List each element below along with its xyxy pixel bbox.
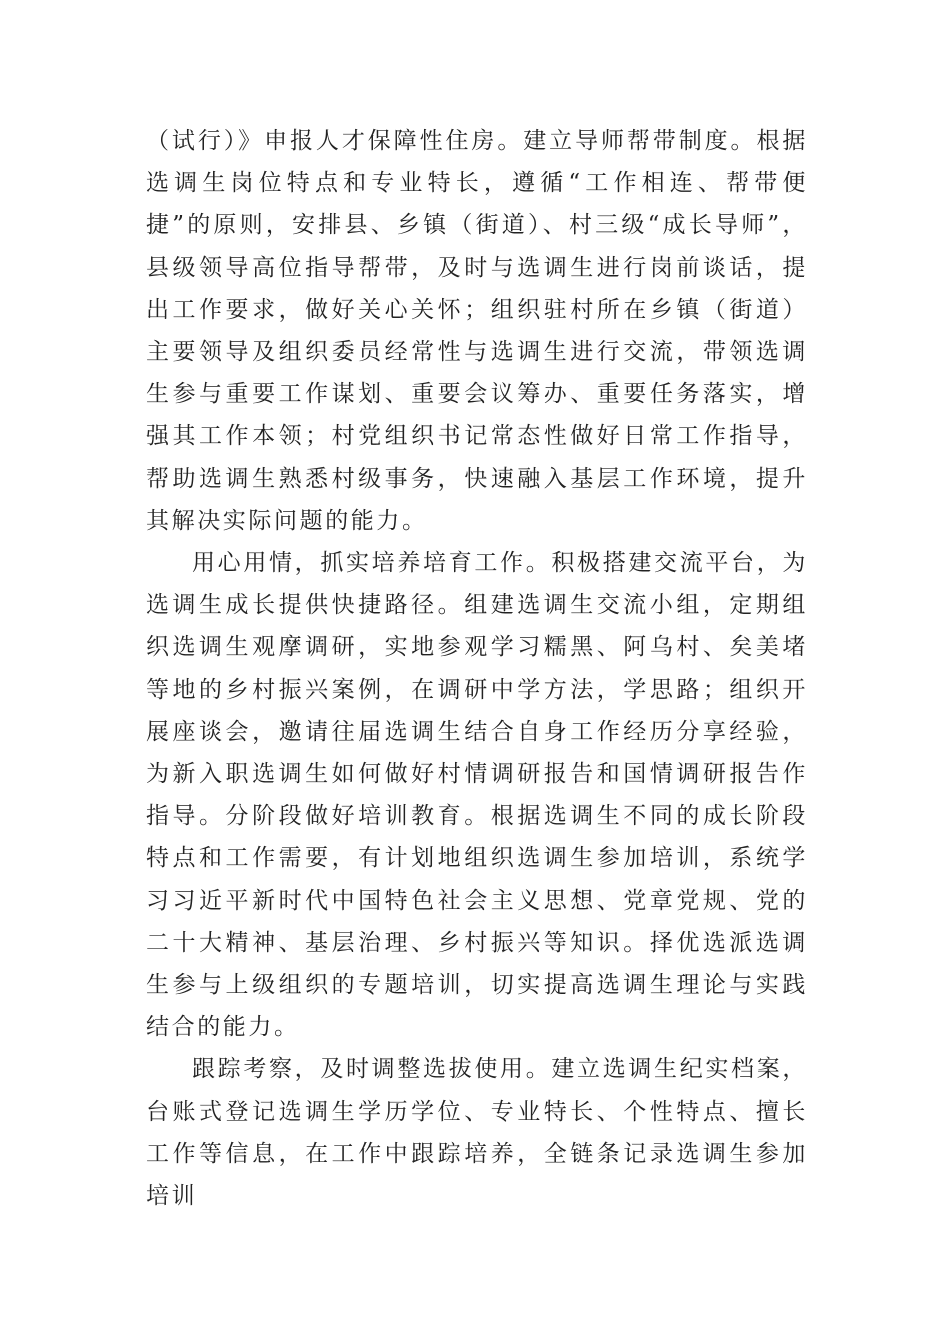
document-body bbox=[146, 120, 808, 1217]
paragraph-training: 用心用情，抓实培养培育工作。积极搭建交流平台，为选调生成长提供快捷路径。组建选调生交流小组，定期组织选调生观摩调研，实地参观学习糯黑、阿乌村、矣美堵等地的乡村振兴案例，在调研中学方法，学思路；组织开展座谈会，邀请往届选调生结合自身工作经历分享经验，为新入职选调生如何做好村情调研报告和国情调研报告作指导。分阶段做好培训教育。根据选调生不同的成长阶段特点和工作需要，有计划地组织选调生参加培训，系统学习习近平新时代中国特色社会主义思想、党章党规、党的二十大精神、基层治理、乡村振兴等知识。择优选派选调生参与上级组织的专题培训，切实提高选调生理论与实践结合的能力。 bbox=[146, 550, 808, 1041]
paragraph-tracking: 跟踪考察，及时调整选拔使用。建立选调生纪实档案，台账式登记选调生学历学位、专业特长、个性特点、擅长工作等信息，在工作中跟踪培养，全链条记录选调生参加培训 bbox=[146, 1056, 808, 1210]
paragraph-housing-mentor: （试行）》申报人才保障性住房。建立导师帮带制度。根据选调生岗位特点和专业特长，遵循“工作相连、帮带便捷”的原则，安排县、乡镇（街道）、村三级“成长导师”，县级领导高位指导帮带，及时与选调生进行岗前谈话，提出工作要求，做好关心关怀；组织驻村所在乡镇（街道）主要领导及组织委员经常性与选调生进行交流，带领选调生参与重要工作谋划、重要会议筹办、重要任务落实，增强其工作本领；村党组织书记常态性做好日常工作指导，帮助选调生熟悉村级事务，快速融入基层工作环境，提升其解决实际问题的能力。 bbox=[146, 128, 808, 534]
